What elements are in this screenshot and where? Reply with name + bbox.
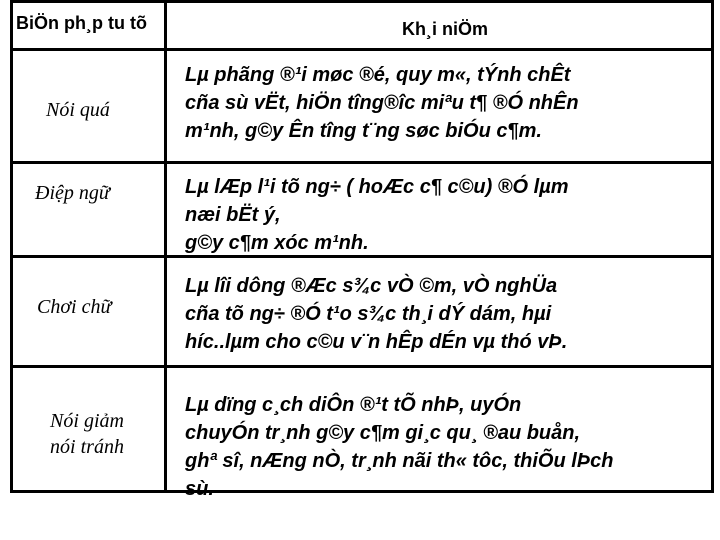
definition-cell: Lµ lîi dông ®Æc s¾c vÒ ©m, vÒ nghÜa cña tõ ng÷ ®Ó t¹o s¾c th¸i dÝ dám, hµi híc..lµm cho c©u v¨n hÊp dÉn vµ thó vÞ. bbox=[185, 275, 568, 353]
header-definition: Kh¸i niÖm bbox=[402, 19, 488, 39]
row-divider bbox=[13, 161, 711, 164]
row-divider bbox=[13, 48, 711, 51]
row-divider bbox=[13, 365, 711, 368]
definition-cell: Lµ phãng ®¹i møc ®é, quy m«, tÝnh chÊt cña sù vËt, hiÖn tîng®îc miªu t¶ ®Ó nhÊn m¹nh, g©y Ên tîng t¨ng søc biÓu c¶m. bbox=[185, 64, 579, 142]
rhetoric-table bbox=[10, 0, 714, 500]
header-term: BiÖn ph¸p tu tõ bbox=[16, 13, 147, 33]
term-cell: Nói giảm nói tránh bbox=[50, 410, 124, 458]
definition-cell: Lµ lÆp l¹i tõ ng÷ ( hoÆc c¶ c©u) ®Ó lµm næi bËt ý, g©y c¶m xóc m¹nh. bbox=[185, 176, 569, 254]
term-cell: Chơi chữ bbox=[37, 296, 112, 318]
term-cell: Nói quá bbox=[46, 99, 110, 121]
definition-cell: Lµ dïng c¸ch diÔn ®¹t tÕ nhÞ, uyÓn chuyÓn tr¸nh g©y c¶m gi¸c qu¸ ®au buån, ghª sî, nÆng nÒ, tr¸nh nãi th« tôc, thiÕu lÞch sù. bbox=[185, 394, 614, 500]
term-cell: Điệp ngữ bbox=[35, 182, 110, 204]
column-divider bbox=[164, 3, 167, 490]
